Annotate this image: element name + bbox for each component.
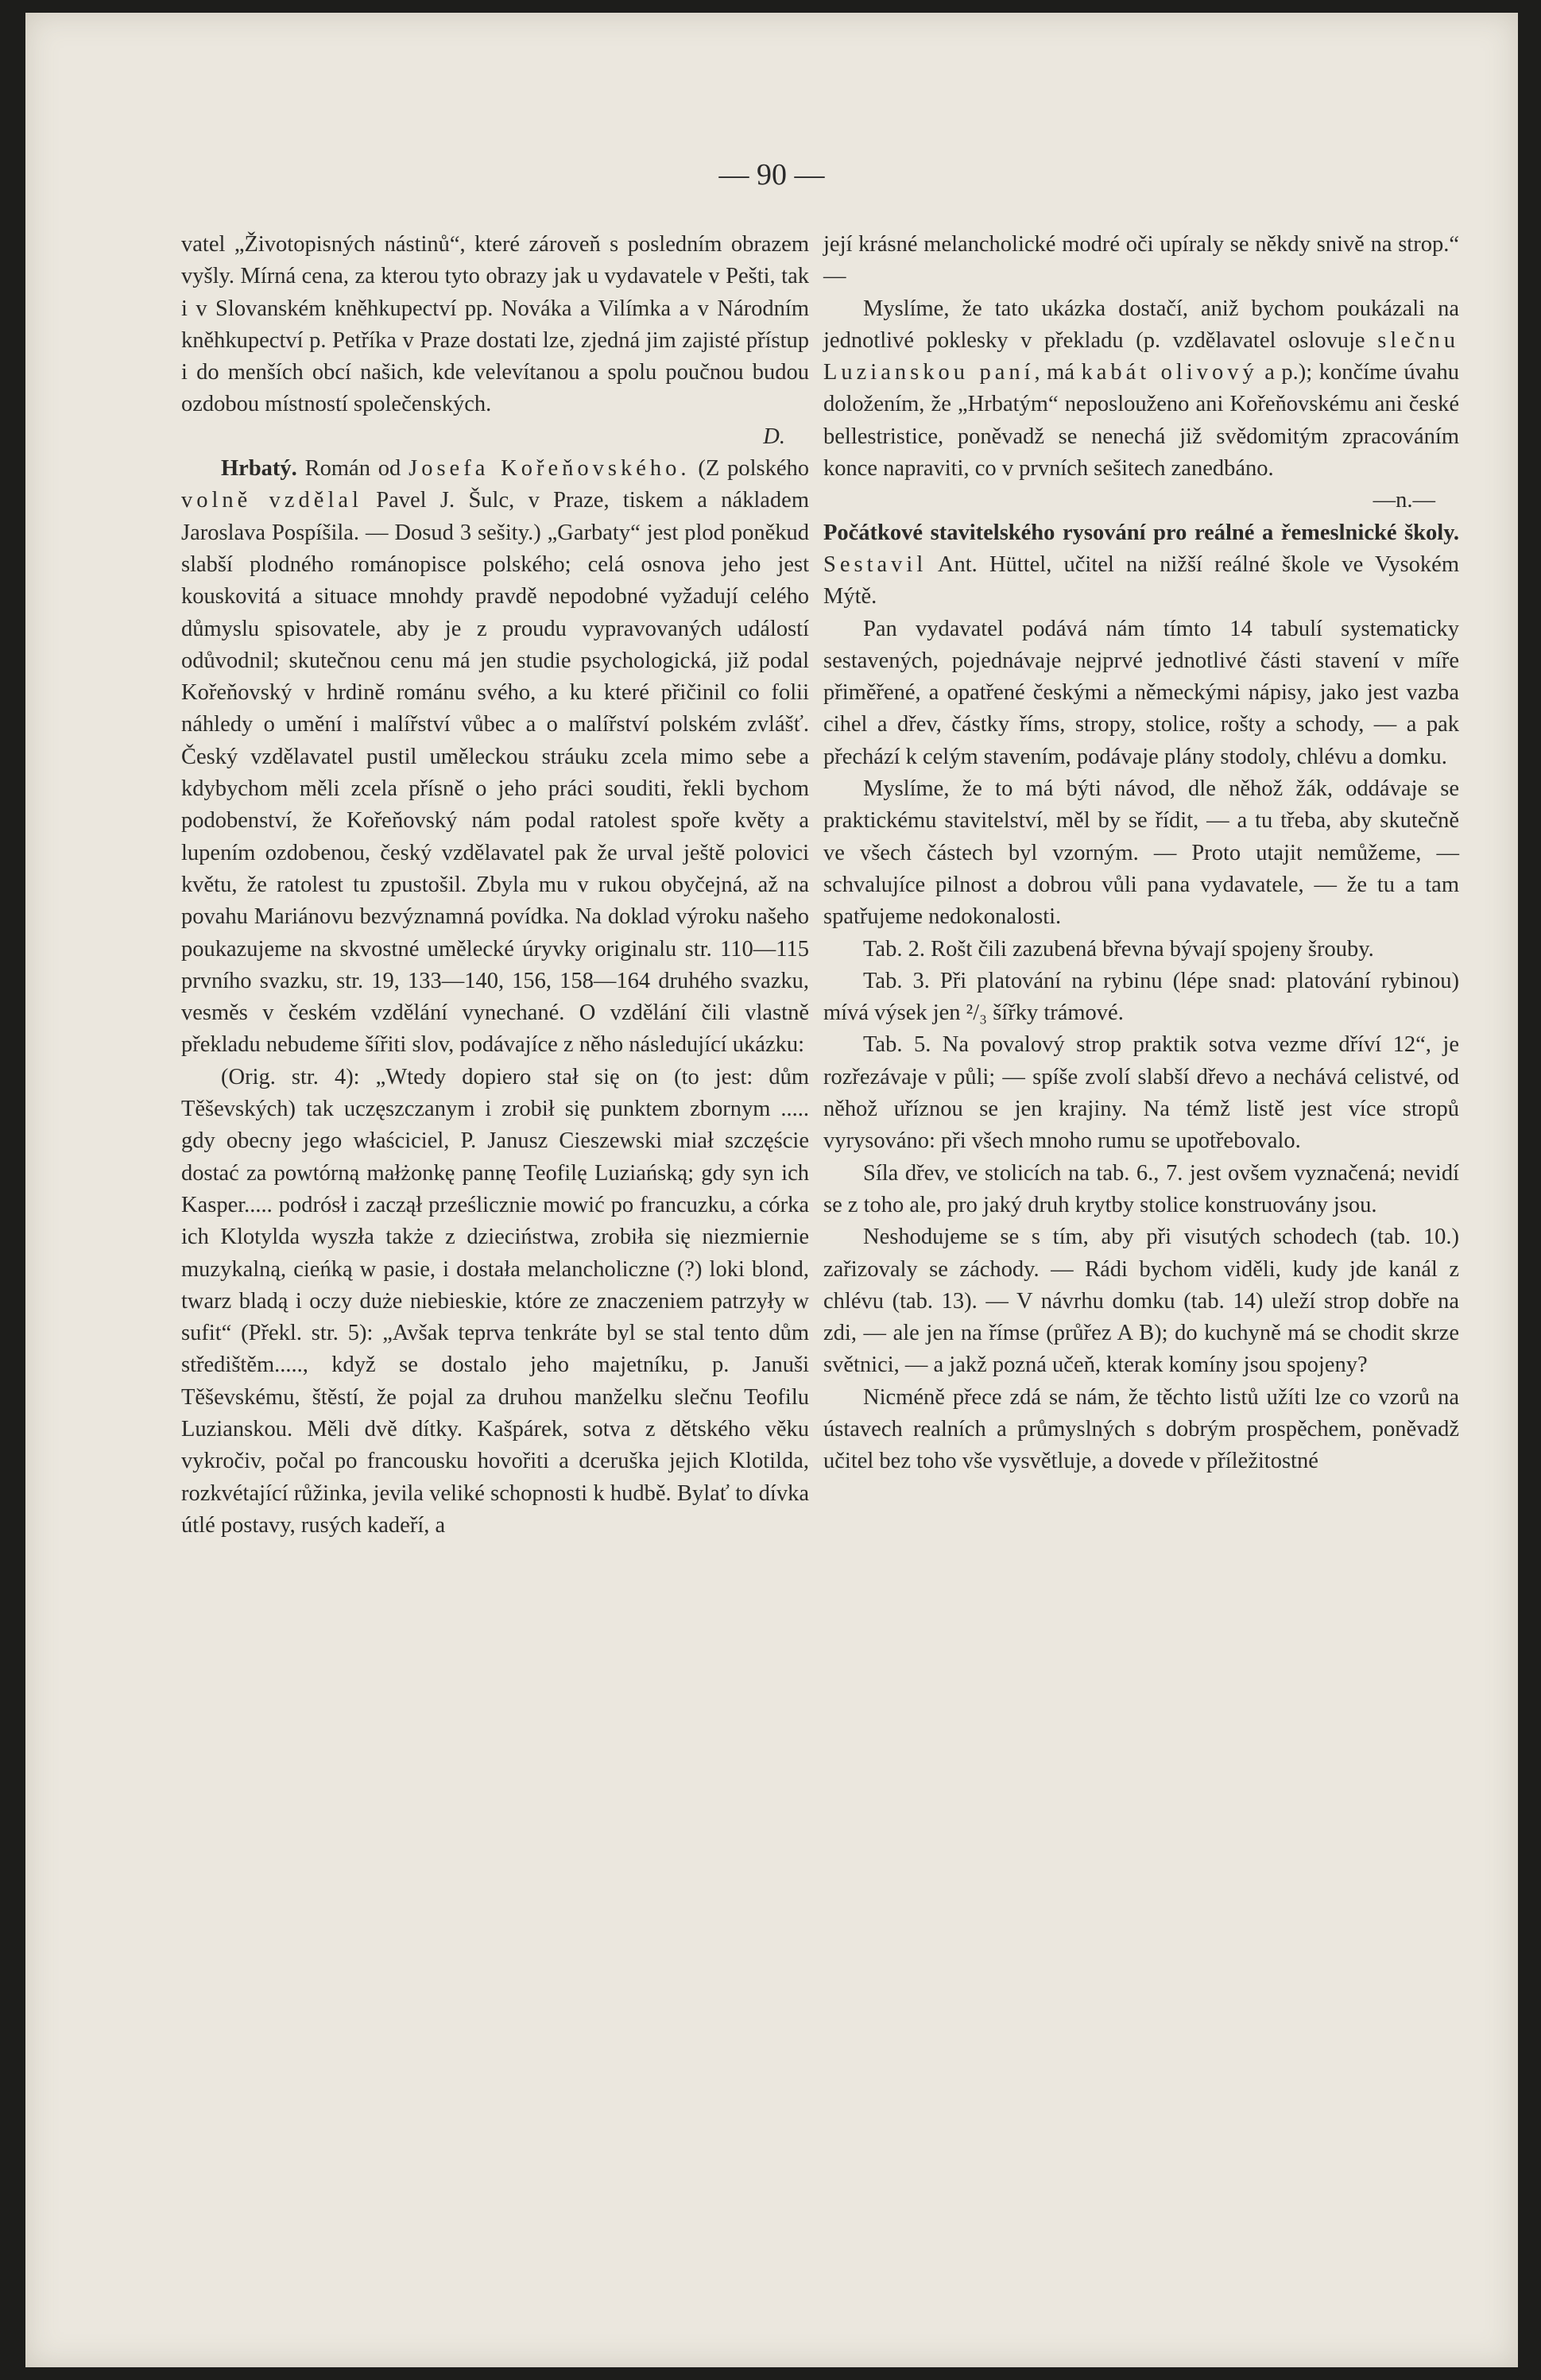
- right-column: [823, 229, 1459, 1478]
- conclusion-signature: —n.—: [1373, 488, 1435, 513]
- review-author: Josefa Kořeňovského.: [408, 456, 691, 482]
- review-body: Pavel J. Šulc, v Praze, tiskem a nákladem Jaroslava Pospíšila. — Dosud 3 sešity.) „Garbaty“ jest plod poněkud slabší plodného románopisce polského; celá osnova jeho jest kouskovitá a situace mnohdy pravdě nepodobné vyžadují celého důmyslu spisovatele, aby je z proudu vypravovaných událostí odůvodnil; skutečnou cenu má jen studie psychologická, již podal Kořeňovský v hrdině románu svého, a ku které přičinil co folii náhledy o umění i malířství vůbec a o malířství polském zvlášť. Český vzdělavatel pustil uměleckou stráuku zcela mimo sebe a kdybychom měli zcela přísně o jeho práci souditi, řekli bychom podobenství, že Kořeňovský nám podal ratolest spoře květy a lupením ozdobenou, český vzdělavatel pak že urval ještě polovici květu, že ratolest tu zpustošil. Zbyla mu v rukou obyčejná, až na povahu Mariánovu bezvýznamná povídka. Na doklad výroku našeho poukazujeme na skvostné umělecké úryvky originalu str. 110—115 prvního svazku, str. 19, 133—140, 156, 158—164 druhého svazku, vesměs v českém vzdělání vynechané. O vzdělání čili vlastně překladu nebudeme šířiti slov, podávajíce z něho následující ukázku:: [181, 488, 809, 1058]
- intro-signature: D.: [763, 424, 785, 449]
- review-subtitle-a: Román od: [296, 456, 409, 482]
- article-paragraph: Tab. 2. Rošt čili zazubená břevna bývají spojeny šrouby.: [863, 936, 1374, 962]
- quote-paragraph: (Orig. str. 4): „Wtedy dopiero stał się on (to jest: dům Těševských) tak uczęszczanym i zrobił się punktem zbornym ..... gdy obecny jego właściciel, P. Janusz Cieszewski miał szczęście dostać za powtórną małżonkę pannę Teofilę Luziańską; gdy syn ich Kasper..... podrósł i zaczął prześlicznie mowić po francuzku, a córka ich Klotylda wyszła także z dzieciństwa, zrobiła się niezmiernie muzykalną, cieńką w pasie, i dostała melancholiczne (?) loki blond, twarz bladą i oczy duże niebieskie, które ze znaczeniem patrzyły w sufit“ (Překl. str. 5): „Avšak teprva tenkráte byl se stal tento dům středištěm....., když se dostalo jeho majetníku, p. Januši Těševskému, štěstí, že pojal za druhou manželku slečnu Teofilu Luzianskou. Měli dvě dítky. Kašpárek, sotva z dětského věku vykročiv, počal po francousku hovořiti a dceruška jejich Klotilda, rozkvétající růžinka, jevila veliké schopnosti k hudbě. Bylať to dívka útlé postavy, rusých kadeří, a: [181, 1064, 809, 1538]
- conclusion-text-a: Myslíme, že tato ukázka dostačí, aniž bychom poukázali na jednotlivé poklesky v překladu (p. vzdělavatel oslovuje: [823, 296, 1459, 353]
- review-spaced: volně vzdělal: [181, 488, 362, 513]
- conclusion-text-c: a p.); končíme úvahu doložením, že „Hrbatým“ neposlouženo ani Kořeňovskému ani české bellestristice, poněvadž se nenechá již svědomitým zpracováním konce napraviti, co v prvních sešitech zanedbáno.: [823, 360, 1459, 482]
- review-paragraph: [181, 453, 809, 1062]
- review-heading: Hrbatý.: [221, 456, 297, 482]
- page-number: — 90 —: [718, 158, 825, 192]
- article-paragraph: Tab. 3. Při platování na rybinu (lépe snad: platování rybinou) mívá výsek jen ²/₃ šířky trámové.: [823, 968, 1459, 1026]
- continuation-paragraph: její krásné melancholické modré oči upíraly se někdy snivě na strop.“ —: [823, 232, 1459, 289]
- conclusion-paragraph: [823, 293, 1459, 486]
- article-paragraph: Síla dřev, ve stolicích na tab. 6., 7. jest ovšem vyznačená; nevidí se z toho ale, pro jaký druh krytby stolice konstruovány jsou.: [823, 1160, 1459, 1217]
- article-paragraph: Myslíme, že to má býti návod, dle něhož žák, oddávaje se praktickému stavitelství, měl by se řídit, — a tu třeba, aby skutečně ve všech částech byl vzorným. — Proto utajit nemůžeme, — schvalujíce pilnost a dobrou vůli pana vydavatele, — že tu a tam spatřujeme nedokonalosti.: [823, 776, 1459, 930]
- conclusion-text-b: , má: [1034, 360, 1082, 385]
- article-paragraph: Pan vydavatel podává nám tímto 14 tabulí systematicky sestavených, pojednávaje nejprvé jednotlivé části stavení v míře přiměřené, a opatřené českými a německými nápisy, jako jest vazba cihel a dřev, částky říms, stropy, stolice, rošty a schody, — a pak přechází k celým stavením, podávaje plány stodoly, chlévu a domku.: [823, 616, 1459, 769]
- article-byline-spaced: Sestavil: [823, 551, 927, 577]
- conclusion-spaced-1: slečnu Luzianskou paní: [823, 327, 1459, 385]
- article-byline: Ant. Hüttel, učitel na nižší reálné škole ve Vysokém Mýtě.: [823, 551, 1459, 610]
- intro-paragraph: vatel „Životopisných nástinů“, které zároveň s posledním obrazem vyšly. Mírná cena, za kterou tyto obrazy jak u vydavatele v Pešti, tak i v Slovanském kněhkupectví pp. Nováka a Vilímka a v Národním kněhkupectví p. Petříka v Praze dostati lze, zjedná jim zajisté přístup i do menších obcí našich, kde velevítanou a spolu poučnou budou ozdobou místností společenských.: [181, 232, 809, 417]
- review-subtitle-b: (Z polského: [690, 456, 810, 482]
- article-header: [823, 517, 1459, 613]
- article-paragraphs: [823, 613, 1459, 1478]
- article-paragraph: Tab. 5. Na povalový strop praktik sotva vezme dříví 12“, je rozřezávaje v půli; — spíše zvolí slabší dřevo a nechává celistvé, od něhož uříznou se jen krajiny. Na témž listě jest více stropů vyrysováno: při všech mnoho rumu se upotřebovalo.: [823, 1032, 1459, 1154]
- article-paragraph: Neshodujeme se s tím, aby při visutých schodech (tab. 10.) zařizovaly se záchody. — Rádi bychom viděli, kudy jde kanál z chlévu (tab. 13). — V návrhu domku (tab. 14) uleží strop dobře na zdi, — ale jen na římse (průřez A B); do kuchyně má se chodit skrze světnici, — a jakž pozná učeň, kterak komíny jsou spojeny?: [823, 1225, 1459, 1378]
- article-paragraph: Nicméně přece zdá se nám, že těchto listů užíti lze co vzorů na ústavech realních a průmyslných s dobrým prospěchem, poněvadž učitel bez toho vše vysvětluje, a dovede v příležitostné: [823, 1384, 1459, 1474]
- left-column: [181, 229, 809, 1542]
- conclusion-spaced-2: kabát olivový: [1081, 360, 1258, 385]
- article-title: Počátkové stavitelského rysování pro reálné a řemeslnické školy.: [823, 520, 1459, 545]
- page: [25, 13, 1518, 2367]
